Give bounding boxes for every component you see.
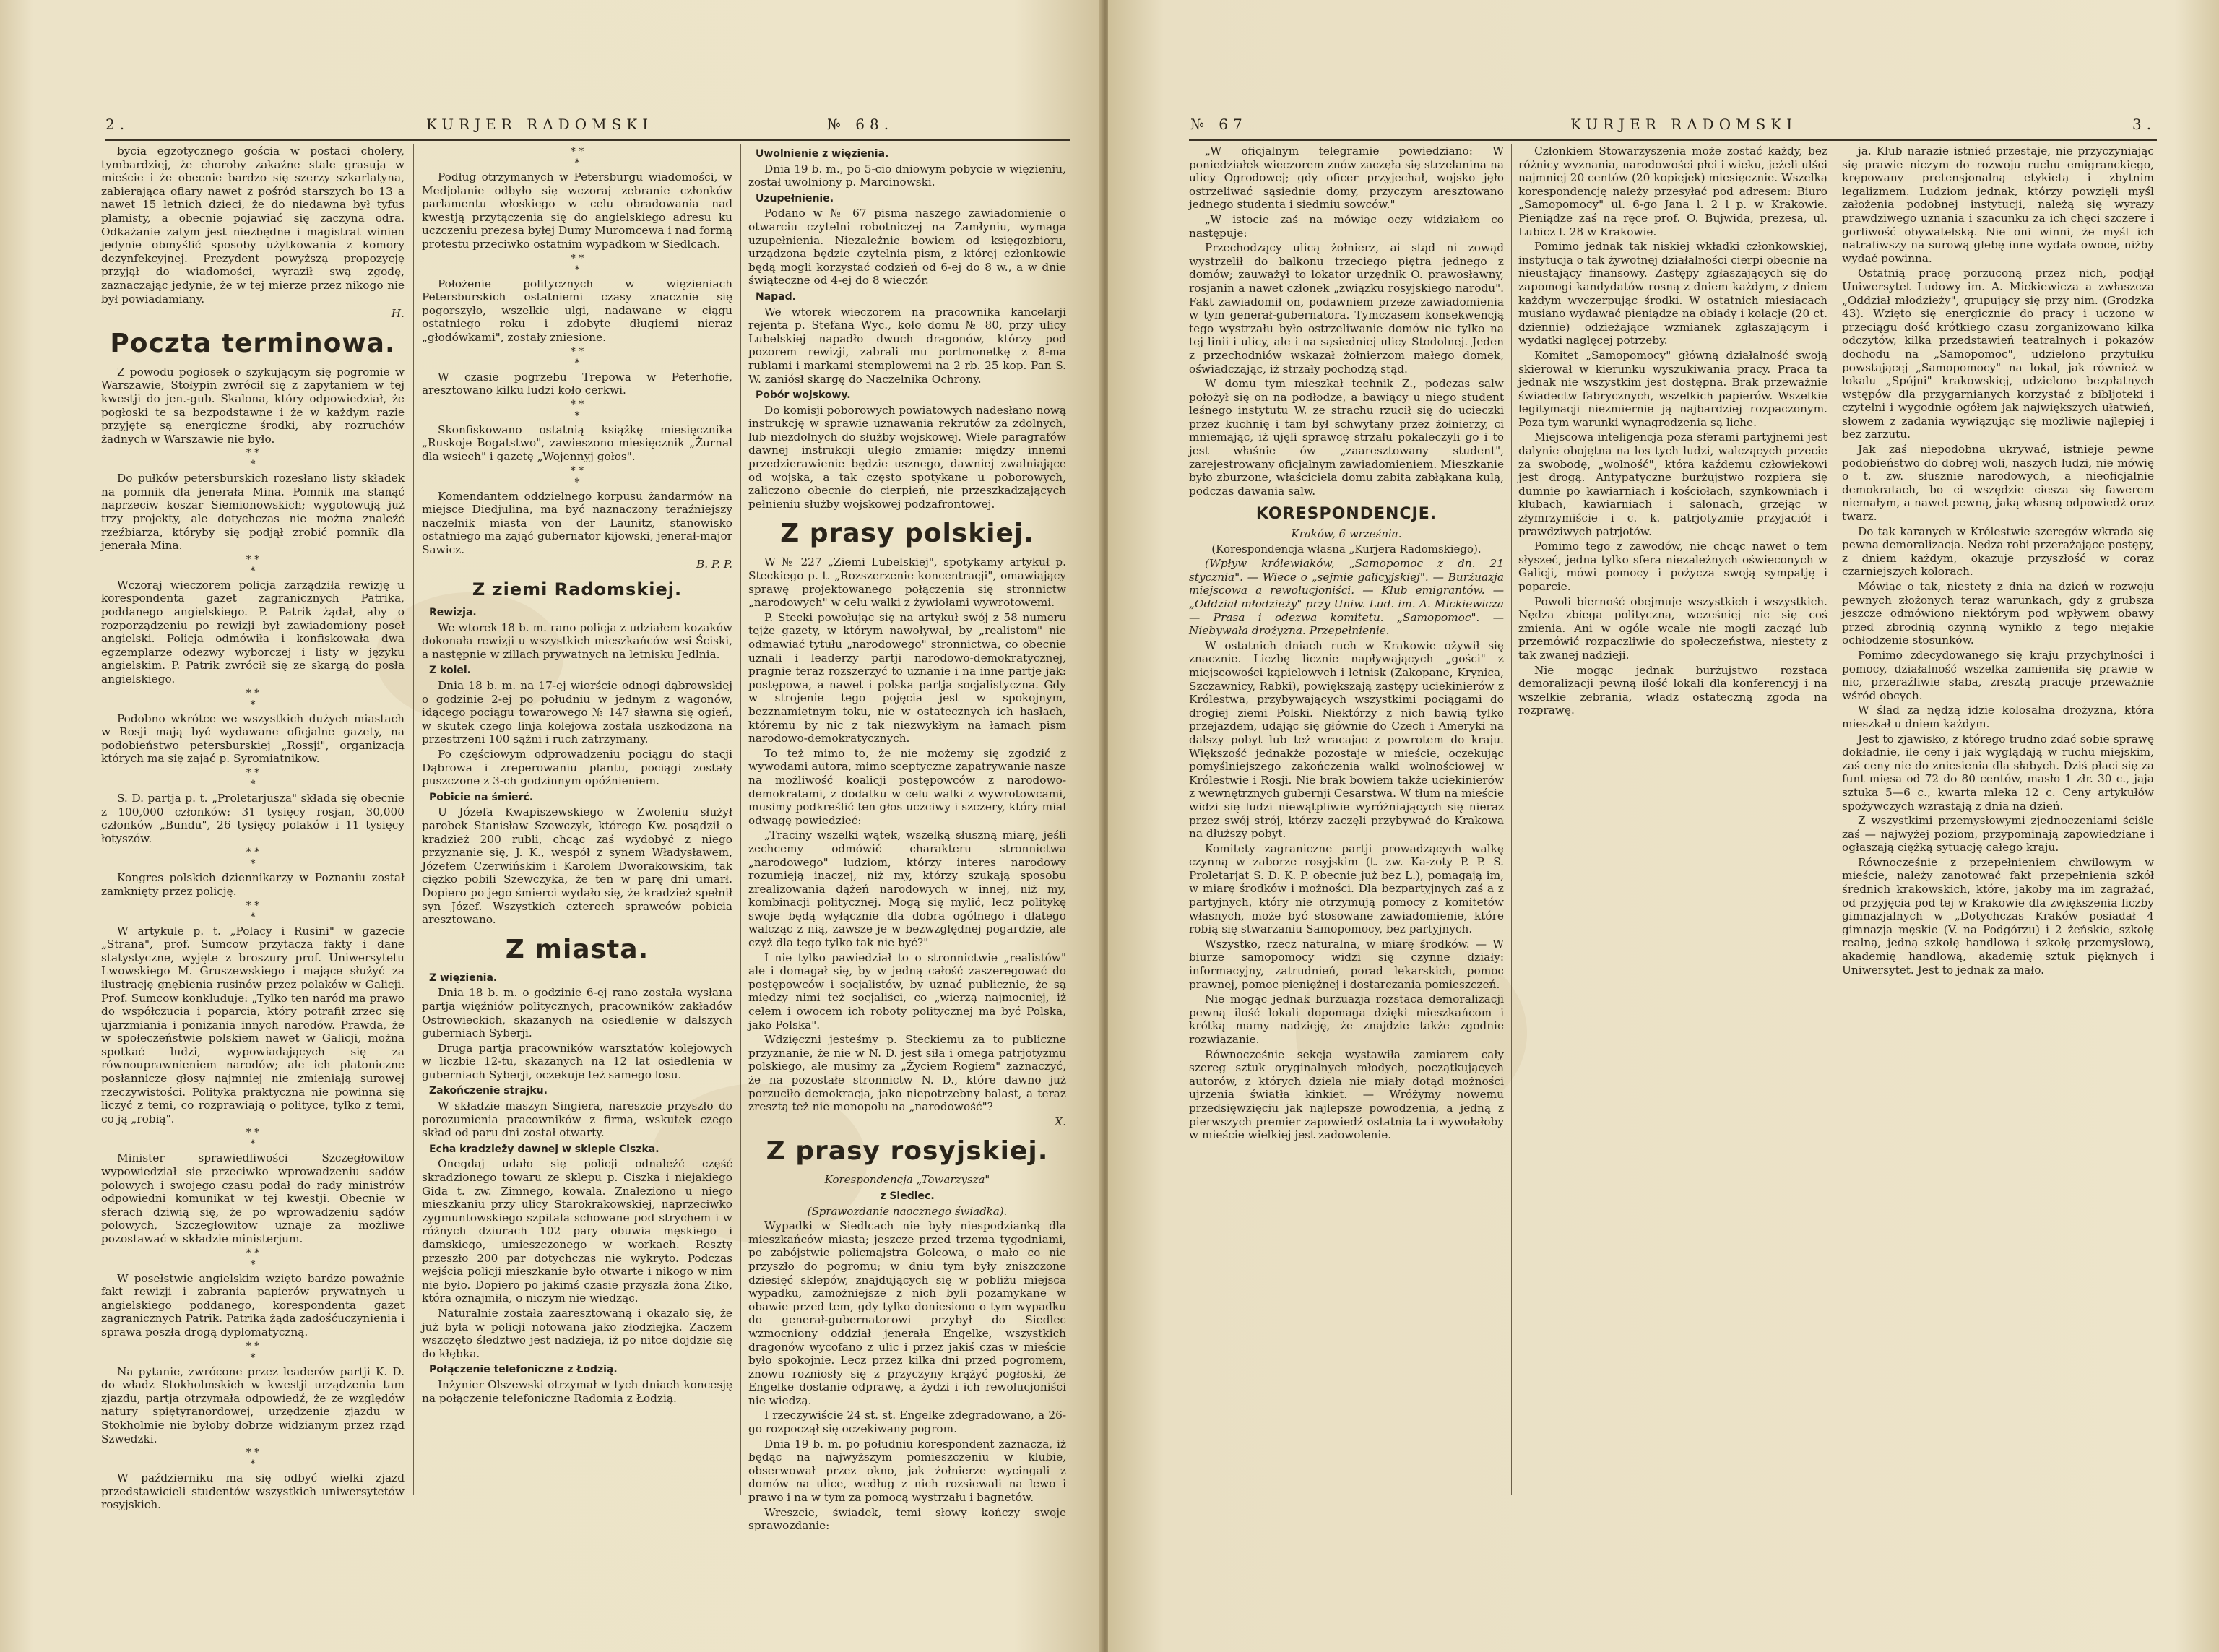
masthead: KURJER RADOMSKI: [426, 116, 654, 133]
article-paragraph: Pomimo jednak tak niskiej wkładki członkowskiej, instytucja o tak żywotnej działalności cierpi obecnie na nieustający finansowy. Zastępy zgłaszających się do zapomogi kandydatów rosną z dniem każdym, z dniem każdym wyczerpując środki. W ostatnich miesiącach musiano wydawać pieniądze na obiady i kolacje (20 ct. dziennie) odzieżające wzmianek zgłaszającym i wydatki naglęcej potrzeby.: [1518, 240, 1827, 347]
left-page: [0, 0, 1102, 1652]
subheading: Połączenie telefoniczne z Łodzią.: [429, 1364, 618, 1376]
article-paragraph: Po częściowym odprowadzeniu pociągu do stacji Dąbrowa i zreperowaniu plantu, pociągi zostały puszczone z 3-ch godzinnym opóźnieniem.: [422, 748, 732, 788]
article-paragraph: Druga partja pracowników warsztatów kolejowych w liczbie 12-tu, skazanych na 12 lat osiedlenia w guberniach Syberji, oczekuje też samego losu.: [422, 1041, 732, 1081]
article-paragraph: I nie tylko pawiedział to o stronnictwie „realistów" ale i domagał się, by w jedną całość zaszeregować do postępowców i socjalistów, by uznać publicznie, że są między nimi też socjaliści, co „wierzą najmocniej, iż celem i owocem ich roboty politycznej ma być Polska, jako Polska".: [748, 951, 1066, 1032]
article-paragraph: Dnia 18 b. m. na 17-ej wiorście odnogi dąbrowskiej o godzinie 2-ej po południu w jednym z wagonów, idącego pociągu towarowego № 147 sławna się ogień, w skutek czego linja kolejowa została uszkodzona na przestrzeni 100 sążni i ruch zatrzymany.: [422, 679, 732, 746]
column-3: [1842, 144, 2154, 1495]
subheading: Echa kradzieży dawnej w sklepie Ciszka.: [429, 1143, 659, 1155]
separator-stars: * * *: [570, 146, 584, 169]
separator-stars: * * *: [570, 252, 584, 276]
subheading: z Siedlec.: [880, 1190, 935, 1202]
article-paragraph: W składzie maszyn Singiera, nareszcie przyszło do porozumienia pracowników z firmą, wskutek czego skład od paru dni został otwarty.: [422, 1099, 732, 1140]
article-paragraph: „W oficjalnym telegramie powiedziano: W poniedziałek wieczorem znów zaczęła się strzelanina na ulicy Ogrodowej; gdy oficer przyjechał, wojsko jęło ostrzeliwać sąsiednie domy, przyczym aresztowano jednego studenta i siedmiu sowców.": [1189, 144, 1504, 212]
article-paragraph: „W istocie zaś na mówiąc oczy widziałem co następuje:: [1189, 212, 1504, 240]
column-1: [101, 144, 405, 1512]
article-paragraph: W domu tym mieszkał technik Z., podczas salw położył się on na podłodze, a bawiący u niego student leśnego instytutu W. ze strachu rzucił się do ucieczki przez kuchnię i tam był schwytany przez żołnierzy, ci mniemając, iż ujęli sprawcę strzału pokaleczyli go i to jest właśnie ów „zaaresztowany student", zarejestrowany oficjalnym zawiadomieniem. Mieszkanie było zburzone, właściciela domu zabita zabłąkana kulą, podczas dawania salw.: [1189, 377, 1504, 498]
article-paragraph: Kongres polskich dziennikarzy w Poznaniu został zamknięty przez policję.: [101, 871, 405, 898]
article-paragraph: I rzeczywiście 24 st. st. Engelke zdegradowano, a 26-go rozpoczął się oczekiwany pogrom.: [748, 1409, 1066, 1436]
article-paragraph: Wreszcie, świadek, temi słowy kończy swoje sprawozdanie:: [748, 1505, 1066, 1533]
article-paragraph: W październiku ma się odbyć wielki zjazd przedstawicieli studentów wszystkich uniwersytetów rosyjskich.: [101, 1471, 405, 1512]
article-paragraph: W artykule p. t. „Polacy i Rusini" w gazecie „Strana", prof. Sumcow przytacza fakty i dane statystyczne, wyjęte z broszury prof. Uniwersytetu Lwowskiego M. Gruszewskiego i mające służyć za ilustrację gnębienia rusinów przez polaków w Galicji. Prof. Sumcow konkluduje: „Tylko ten naród ma prawo do współczucia i poparcia, który potrafił zrzec się ujarzmiania i poniżania innych narodów. Prawda, że w społeczeństwie polskiem nawet w Galicji, można spotkać ludzi, wypowiadających się za równouprawnieniem narodów; ale ich platoniczne posłannicze głosy najmniej nie zmieniają surowej rzeczywistości. Polityka praktyczna nie powinna się liczyć z temi, co rozprawiają o polityce, tylko z temi, co ją „robią".: [101, 924, 405, 1125]
byline: (Sprawozdanie naocznego świadka).: [807, 1204, 1008, 1218]
article-paragraph: Z powodu pogłosek o szykującym się pogromie w Warszawie, Stołypin zwrócił się z zapytaniem w tej kwestji do jen.-gub. Skalona, który odpowiedział, że pogłoski te są bezpodstawne i że w każdym razie przyjęte są energiczne środki, aby rozruchów żadnych w Warszawie nie było.: [101, 365, 405, 446]
article-paragraph: Minister sprawiedliwości Szczegłowitow wypowiedział się przeciwko wprowadzeniu sądów polowych i swojego czasu podał do rady ministrów odpowiedni komunikat w tej kwestji. Obecnie w sferach dziwią się, że po wprowadzeniu sądów polowych, Szczegłowitow uznaje za możliwe pozostawać w składzie ministerjum.: [101, 1151, 405, 1245]
section-title: Z miasta.: [505, 934, 649, 964]
article-paragraph: Równocześnie z przepełnieniem chwilowym w mieście, należy zanotować fakt przepełnienia szkół średnich krakowskich, które, jakoby ma im zagrażać, od przyjęcia pod tej w Krakowie dla zwiększenia liczby gimnazjalnych w „Dotychczas Kraków posiadał 4 gimnazja męskie (V. na Podgórzu) i 2 żeńskie, szkołę realną, jedną szkołę handlową i szkołę przemysłową, akademię handlową, akademię sztuk pięknych i Uniwersytet. Jest to jednak za mało.: [1842, 855, 2154, 977]
column-1: [1189, 144, 1504, 1495]
article-paragraph: Wdzięczni jesteśmy p. Steckiemu za to publiczne przyznanie, że nie w N. D. jest siła i omega patrjotyzmu polskiego, ale musimy za „Życiem Rogiem" zaznaczyć, że na pozostałe stronnictw N. D., które dawno już porzuciło demokracją, jako niepotrzebny balast, a teraz zresztą też nie monopolu na „narodowość"?: [748, 1033, 1066, 1114]
article-paragraph: Przechodzący ulicą żołnierz, ai stąd ni zowąd wystrzelił do balkonu trzeciego piętra jednego z domów; zauważył to lokator urzędnik O. prawosławny, rosjanin a nawet członek „związku rosyjskiego narodu". Fakt zawiadomił on, podawniem przeze zawiadomienia w tym generał-gubernatora. Tymczasem konsekwencją tego wystrzału było ostrzeliwanie domów nie tylko na tej linii i ulicy, ale i na sąsiedniej ulicy Stodolnej. Jeden z przechodniów wskazał żołnierzom małego domek, oświadczając, iż strzały pochodzą stąd.: [1189, 241, 1504, 376]
article-paragraph: To też mimo to, że nie możemy się zgodzić z wywodami autora, mimo sceptyczne zapatrywanie nasze na możliwość koalicji postępowców z narodowo-demokratami, z dodatku w celu walki z wywrotowcami, musimy podkreślić ten głos uczciwy i szczery, który mial odwagę powiedzieć:: [748, 746, 1066, 827]
section-title: Z prasy rosyjskiej.: [766, 1136, 1049, 1167]
article-paragraph: P. Stecki powołując się na artykuł swój z 58 numeru tejże gazety, w którym nawoływał, by „realistom" nie odmawiać tytułu „narodowego" stronnictwa, co obecnie uznali i leaderzy partji narodowo-demokratycznej, pragnie teraz rozszerzyć to uznanie i na inne partje jak: postępowa, a nawet i polska partja socjalistyczna. Gdy w strojenie tego pojęcia jest w spokojnym, bezznamiętnym toku, nie w ostatecznych ich hasłach, któremu by nic z tak niezwykłym na łamach pism narodowo-demokratycznych.: [748, 610, 1066, 745]
issue-number: № 68.: [827, 116, 894, 133]
article-paragraph: U Józefa Kwapiszewskiego w Zwoleniu służył parobek Stanisław Szewczyk, którego Kw. posądził o kradzież 200 rubli, chcąc zaś wydobyć z niego przyznanie się, J. K., wespół z synem Władysławem, Józefem Czerwińskim i Karolem Dworakowskim, tak ciężko pobili Szewczyka, że ten w parę dni umarł. Dopiero po jego śmierci wydało się, że kradzież spełnił syn Józef. Wszystkich czterech sprawców pobicia aresztowano.: [422, 805, 732, 927]
header-rule: [105, 139, 1070, 141]
separator-stars: * * *: [246, 1340, 260, 1364]
article-paragraph: Podług otrzymanych w Petersburgu wiadomości, w Medjolanie odbyło się wczoraj zebranie członków parlamentu włoskiego w celu obradowania nad kwestją przytączenia się do angielskiego adresu ku uczczeniu prezesa byłej Dumy Muromcewa i nad formą protestu przeciwko ostatnim wypadkom w Siedlcach.: [422, 170, 732, 251]
article-paragraph: Wczoraj wieczorem policja zarządziła rewizję u korespondenta gazet zagranicznych Patrika, poddanego angielskiego. P. Patrik żądał, aby o rozporządzeniu po rewizji był zawiadomiony poseł angielski. Policja odmówiła i konfiskowała dwa egzemplarze odezwy wyborczej i listy w języku angielskim. P. Patrik zwrócił się ze skargą do posła angielskiego.: [101, 578, 405, 686]
article-paragraph: Miejscowa inteligencja poza sferami partyjnemi jest dalynie obojętna na los tych ludzi, walczących przecie za swobodę, „wolność", która kaźdemu człowiekowi jest drogą. Antypatyczne burżujstwo rozpiera się dumnie po kawiarniach i kościołach, szynkowniach i klubach, kawiarniach i salonach, grzejąc w złymrzymiście i c. k. patrjotyzmie przyjaciół i prawdziwych patrjotów.: [1518, 431, 1827, 538]
section-title: Z prasy polskiej.: [780, 519, 1034, 549]
article-paragraph: Komendantem oddzielnego korpusu żandarmów na miejsce Diedjulina, ma być naznaczony teraźniejszy naczelnik miasta von der Launitz, stanowisko ostatniego ma zająć gubernator kijowski, jenerał-major Sawicz.: [422, 489, 732, 556]
article-paragraph: Naturalnie została zaaresztowaną i okazało się, że już była w policji notowana jako złodziejka. Zaczem wszczęto śledztwo jest nadzieja, iż po nitce dojdzie się do kłębka.: [422, 1306, 732, 1360]
separator-stars: * * *: [246, 1447, 260, 1471]
separator-stars: * * *: [246, 766, 260, 790]
article-paragraph: Jest to zjawisko, z którego trudno zdać sobie sprawę dokładnie, ile ceny i jak wyglądają w ruchu miejskim, zaś ceny nie do zniesienia dla słabych. Dziś płaci się za funt mięsa od 72 do 80 centów, masło 1 złr. 30 c., jaja sztuka 5—6 c., kwarta mleka 12 c. Ceny artykułów spożywczych wzrastają z dnia na dzień.: [1842, 732, 2154, 813]
article-paragraph: Mówiąc o tak, niestety z dnia na dzień w rozwoju pewnych złożonych teraz warunkach, gdy z grubsza jeszcze odmówiono niektórym pod wpływem obawy przed zbrodnią czynną wynikło z tego niejakie ochłodzenie stosunków.: [1842, 580, 2154, 647]
article-paragraph: Jak zaś niepodobna ukrywać, istnieje pewne podobieństwo do dobrej woli, naszych ludzi, nie mówię o t. zw. słusznie narodowych, a nieoficjalnie demokratach, bo ci wszędzie ciesza się fawerem niemałym, a nawet pewną, jaką własną odpowiedź oraz twarz.: [1842, 443, 2154, 524]
separator-stars: * * *: [246, 447, 260, 471]
column-3: [748, 144, 1066, 1533]
subheading: Pobór wojskowy.: [756, 389, 851, 402]
issue-number: № 67: [1190, 116, 1247, 133]
subheading: Z kolei.: [429, 665, 471, 677]
article-paragraph: Podobno wkrótce we wszystkich dużych miastach w Rosji mają być wydawane oficjalne gazety, na podobieństwo petersburskiej „Rossji", organizacją których ma się zająć p. Syromiatnikow.: [101, 712, 405, 766]
article-paragraph: Wypadki w Siedlcach nie były niespodzianką dla mieszkańców miasta; jeszcze przed trzema tygodniami, po zabójstwie policmajstra Golcowa, o mało co nie przyszło do pogromu; w dniu tym były zniszczone dziesięć sklepów, znajdujących się w pobliżu miejsca wypadku, zamożniejsze z nich byli pozamykane w obawie przed tem, gdy tylko doniesiono o tym wypadku do generał-gubernatorowi przybył do Siedlec wzmocniony oddział jenerała Engelke, wszystkich dragonów wycofano z ulic i przez jakiś czas w mieście było spokojnie. Lecz przez kilka dni przed pogromem, znowu rozniosły się z przyczyny krążyć pogłoski, że Engelke dostanie odprawę, a żydzi i ich rewolucjoniści nie wiedzą.: [748, 1219, 1066, 1407]
article-paragraph: W czasie pogrzebu Trepowa w Peterhofie, aresztowano kilku ludzi koło cerkwi.: [422, 370, 732, 397]
section-title: Poczta terminowa.: [110, 328, 396, 358]
separator-stars: * * *: [246, 553, 260, 577]
signature: X.: [1055, 1115, 1066, 1128]
subheading: Uzupełnienie.: [756, 192, 834, 204]
article-paragraph: Dnia 18 b. m. o godzinie 6-ej rano została wysłana partja więźniów politycznych, pracowników zakładów Ostrowieckich, skazanych na osiedlenie w dalszych guberniach Syberji.: [422, 986, 732, 1040]
separator-stars: * * *: [570, 345, 584, 369]
article-paragraph: Wszystko, rzecz naturalna, w miarę środków. — W biurze samopomocy widzi się czynne działy: informacyjny, zatrudnień, porad lekarskich, pomoc prawnej, pomoc pieniężnej i dostarczania pomieszczeń.: [1189, 937, 1504, 991]
article-paragraph: ja. Klub narazie istnieć przestaje, nie przyczyniając się prawie niczym do rozwoju ruchu emigranckiego, krępowany pretensjonalną etykietą i zbytnim legalizmem. Ludziom jednak, którzy powzięli myśl założenia podobnej instytucji, należą się wyrazy prawdziwego uznania i szacunku za ich chęci szczere i gorliwość obywatelską. Nie oni winni, że myśl ich natrafiwszy na surową glebę inne wydała owoce, niżby wydać powinna.: [1842, 144, 2154, 265]
article-paragraph: Na pytanie, zwrócone przez leaderów partji K. D. do władz Stokholmskich w kwestji urządzenia tam zjazdu, partja otrzymała odpowiedź, że ze względów natury spiętyranordowej, urzędzenie zjazdu w Stokholmie nie byłoby dobrze widzianym przez rząd Szwedzki.: [101, 1365, 405, 1445]
subheading: Uwolnienie z więzienia.: [756, 148, 889, 160]
article-paragraph: Członkiem Stowarzyszenia może zostać każdy, bez różnicy wyznania, narodowości płci i wieku, jeżeli ulści najmniej 20 centów (20 kopiejek) miesięcznie. Wszelką korespondencję należy przesyłać pod adresem: Biuro „Samopomocy" ul. 6-go Jana l. 2 l p. w Krakowie. Pieniądze zaś na ręce prof. O. Bujwida, prezesa, ul. Lubicz l. 28 w Krakowie.: [1518, 144, 1827, 238]
article-paragraph: Nie mogąc jednak burżujstwo rozstaca demoralizacji pewną ilość lokali dla konferencyj i na wszelkie zebrania, władz ostateczną zgoda na rozprawę.: [1518, 663, 1827, 717]
article-paragraph: Pomimo zdecydowanego się kraju przychylności i pomocy, działalność wszelka zamieniła się prawie w nic, przeraźliwie słaba, zresztą pracuje przeważnie wśród obcych.: [1842, 648, 2154, 702]
article-paragraph: Dnia 19 b. m., po 5-cio dniowym pobycie w więzieniu, został uwolniony p. Marcinowski.: [748, 162, 1066, 189]
separator-stars: * * *: [246, 847, 260, 870]
masthead: KURJER RADOMSKI: [1570, 116, 1798, 133]
article-paragraph: Inżynier Olszewski otrzymał w tych dniach koncesję na połączenie telefoniczne Radomia z Łodzią.: [422, 1378, 732, 1405]
article-paragraph: Ostatnią pracę porzuconą przez nich, podjął Uniwersytet Ludowy im. A. Mickiewicza a zwłaszcza „Oddział młodzieży", grupujący się przy nim. (Grodzka 43). Wzięto się energicznie do pracy i uczono w przeciągu dość krótkiego czasu zorganizowano kilka odczytów, kilka przedstawień teatralnych i pokazów dochodu na „Samopomoc", udzielono przytułku powstającej „Samopomocy" na lokal, jak również w lokalu „Spójni" krakowskiej, udzielono bezpłatnych wstępów dla przygarnianych korzystać z bibljoteki i czytelni i wygodnie ogółem jak największych ułatwień, słowem z zadania wywiązując się możliwie najlepiej i bez zarzutu.: [1842, 267, 2154, 441]
article-paragraph: We wtorek wieczorem na pracownika kancelarji rejenta p. Stefana Wyc., koło domu № 80, przy ulicy Lubelskiej napadło dwuch dragonów, którzy pod pozorem rewizji, zabrali mu portmonetkę z 8-ma rublami i markami stemplowemi na 2 rb. 25 kop. Pan S. W. zaniósł skargę do Naczelnika Ochrony.: [748, 305, 1066, 386]
article-paragraph: Z wszystkimi przemysłowymi zjednoczeniami ściśle zaś — najwyżej poziom, przypominają zapowiedziane i ogłaszają ciężką sytuację całego kraju.: [1842, 814, 2154, 855]
article-paragraph: Komitet „Samopomocy" główną działalność swoją skierował w kierunku wyszukiwania pracy. Praca ta jednak nie wszystkim jest dostępna. Brak przeważnie świadectw fabrycznych, wszelkich papierów. Wszelkie legitymacji niezmiernie ją najbardziej rozpaczonym. Poza tym warunki wynagrodzenia są liche.: [1518, 348, 1827, 429]
article-paragraph: Skonfiskowano ostatnią książkę miesięcznika „Ruskoje Bogatstwo", zawieszono miesięcznik „Żurnal dla wsiech" i gazetę „Wojennyj gołos".: [422, 423, 732, 463]
article-paragraph: Nie mogąc jednak burżuazja rozstaca demoralizacji pewną ilość lokali dopomaga dzięki mieszkańcom i krótką mamy nadzieję, że znajdzie także zgodnie rozwiązanie.: [1189, 993, 1504, 1046]
column-2: [1518, 144, 1827, 1495]
column-2: [422, 144, 732, 1495]
byline: (Korespondencja własna „Kurjera Radomskiego).: [1211, 542, 1482, 555]
section-title: KORESPONDENCJE.: [1255, 505, 1437, 524]
separator-stars: * * *: [570, 398, 584, 422]
article-paragraph: Komitety zagraniczne partji prowadzących walkę czynną w zaborze rosyjskim (t. zw. Ka-zoty P. P. S. Proletarjat S. D. K. P. obecnie już bez L.), pomagają im, w miarę środków i możności. Dla bezpartyjnych zaś a z partyjnych, który nie otrzymują pomocy z komitetów własnych, może być stosowane zawiadomienie, które robią się stwarzaniu Samopomocy, bez partyjnych.: [1189, 842, 1504, 936]
subheading: Rewizja.: [429, 607, 477, 619]
dateline: Kraków, 6 września.: [1291, 527, 1402, 541]
article-paragraph: Położenie politycznych w więzieniach Petersburskich ostatniemi czasy znacznie się pogorszyło, wszelkie ulgi, nadawane w ciągu ostatniego roku i zdobyte długiemi nieraz „głodówkami", zostały zniesione.: [422, 277, 732, 344]
right-page: [1108, 0, 2219, 1652]
section-title: Z ziemi Radomskiej.: [472, 579, 683, 600]
article-paragraph: „Traciny wszelki wątek, wszelką słuszną miarę, jeśli zechcemy odmówić charakteru stronnictwa „narodowego" ludziom, którzy interes narodowy rozumieją inaczej, niż my, którzy szukają sposobu zrealizowania dążeń narodowych w innej, niż my, kombinacji politycznej. Mogą się mylić, lecz politykę swoje będą wyłącznie dla dobra ogólnego i dlatego walcząc z nią, zawsze je w bezwzględnej pogardzie, ale czyż dla tego tylko tak nie być?": [748, 829, 1066, 950]
article-paragraph: S. D. partja p. t. „Proletarjusza" składa się obecnie z 100,000 członków: 31 tysięcy rosjan, 30,000 członków „Bundu", 26 tysięcy polaków i 11 tysięcy łotyszów.: [101, 791, 405, 845]
column-rule: [413, 144, 414, 1495]
article-paragraph: Onegdaj udało się policji odnaleźć część skradzionego towaru ze sklepu p. Ciszka i niejakiego Gida t. zw. Zimnego, kowala. Znaleziono u niego mieszkaniu przy ulicy Starokrakowskiej, naprzeciwko zygmuntowskiego szpitala schowane pod strychem i w różnych dziurach 102 pary obuwia męskiego i damskiego, umieszczonego w workach. Reszty przeszło 200 par dotychczas nie wykryto. Podczas wejścia policji mieszkanie było otwarte i nikogo w nim nie było. Dopiero po jakimś czasie przyszła żona Ziko, która oznajmiła, o niczym nie wiedząc.: [422, 1157, 732, 1305]
article-paragraph: W ostatnich dniach ruch w Krakowie ożywił się znacznie. Liczbę licznie napływających „gości" z miejscowości kąpielowych i letnisk (Zakopane, Krynica, Szczawnicy, Rabki), powiększają zastępy uciekinierów z Królestwa, przybywających wszystkimi pociągami do drogiej ziemi Polski. Niektórzy z nich bawią tylko przejazdem, udając się głównie do Czech i Ameryki na dalszy pobyt lub też wracając z powrotem do kraju. Większość jednakże pozostaje w mieście, oczekując pomyślniejszego zakończenia walki wolnościowej w Królestwie i Rosji. Nie brak bowiem także uciekinierów z wewnętrznych gubernji Cesarstwa. W tłum na mieście widzi się ludzi niewątpliwie wyróżniających się nieraz przez swój strój, którzy zaczęli przybywać do Krakowa na dłuższy pobyt.: [1189, 639, 1504, 841]
subheading: Zakończenie strajku.: [429, 1085, 548, 1097]
separator-stars: * * *: [246, 687, 260, 711]
article-paragraph: Powoli bierność obejmuje wszystkich i wszystkich. Nędza zbiega polityczną, wcześniej nic się coś zmienia. Ani w ogóle wcale nie mogli zacząć lub przemówić rozpaczliwie do społeczeństwa, niestety z tak zwanej nadzieji.: [1518, 594, 1827, 662]
article-paragraph: Równocześnie sekcja wystawiła zamiarem cały szereg sztuk oryginalnych młodych, początkujących autorów, z których dziela nie miały dotąd możności ujrzenia światła kinkiet. — Wróżymy nowemu przedsięwzięciu jak najlepsze powodzenia, a jedną z pierwszych premier zapowiedź ostatnia ta i wywołałoby w mieście wielkiej jest zadowolenie.: [1189, 1047, 1504, 1142]
page-number: 3.: [2132, 116, 2157, 133]
article-paragraph: We wtorek 18 b. m. rano policja z udziałem kozaków dokonała rewizji u wszystkich mieszkańców wsi Ściski, a następnie w zillach prywatnych na letnisku Jedlnia.: [422, 620, 732, 661]
separator-stars: * * *: [246, 1127, 260, 1151]
article-summary: (Wpływ królewiaków, „Samopomoc z dn. 21 stycznia". — Wiece o „sejmie galicyjskiej". — Burżuazja miejscowa a rewolucjoniści. — Klub emigrantów. — „Oddział młodzieży" przy Uniw. Lud. im. A. Mickiewicza — Prasa i odezwa komitetu. „Samopomoc". — Niebywała drożyzna. Przepełnienie.: [1189, 557, 1504, 638]
article-paragraph: W ślad za nędzą idzie kolosalna drożyzna, która mieszkał u dniem każdym.: [1842, 704, 2154, 730]
subheading: Napad.: [756, 290, 796, 303]
article-paragraph: Dnia 19 b. m. po południu korespondent zaznacza, iż będąc na najwyższym pomieszczeniu w klubie, obserwował przez okno, jak żołnierze wycingali z domów na ulice, według z nich rozsiewali na lewo i prawo i na w tym za pomocą wystrzału i bagnetów.: [748, 1437, 1066, 1505]
page-number: 2.: [105, 116, 130, 133]
byline: Korespondencja „Towarzysza": [824, 1173, 990, 1187]
column-rule: [1511, 144, 1512, 1495]
article-paragraph: Podano w № 67 pisma naszego zawiadomienie o otwarciu czytelni robotniczej na Zamłyniu, wymaga uzupełnienia. Niezależnie bowiem od księgozbioru, urządzona będzie czytelnia pism, z której członkowie będą mogli korzystać codzień od 6-ej do 8 w., a w dnie świąteczne od 4-ej do 8 wieczór.: [748, 207, 1066, 287]
article-paragraph: Do pułków petersburskich rozesłano listy składek na pomnik dla jenerała Mina. Pomnik ma stanąć naprzeciw koszar Siemionowskich; wygotowują już trzy projekty, ale dotychczas nie można znaleźć rzeźbiarza, któryby się podjął zrobić pomnik dla jenerała Mina.: [101, 472, 405, 553]
separator-stars: * * *: [246, 1247, 260, 1271]
signature: H.: [391, 307, 405, 321]
separator-stars: * * *: [570, 464, 584, 488]
article-paragraph: Do komisji poborowych powiatowych nadesłano nową instrukcję w sprawie uznawania rekrutów za zdolnych, lub niezdolnych do służby wojskowej. Wiele paragrafów dawnej instrukcji uległo zmianie: między innemi przedzierawienie będzie usznego, dawniej zwalniające od wojska, a tak często spotykane u poborowych, zaliczono obecnie do cierpień, nie przeszkadzających pełnieniu służby wojskowej podzafrontowej.: [748, 403, 1066, 511]
separator-stars: * * *: [246, 899, 260, 923]
column-rule: [740, 144, 741, 1495]
subheading: Z więzienia.: [429, 972, 498, 984]
article-paragraph: W posełstwie angielskim wzięto bardzo poważnie fakt rewizji i zabrania papierów prywatnych u angielskiego poddanego, korespondenta gazet zagranicznych Patrik. Patrika żąda zadośćuczynienia i sprawa poszła drogą dyplomatyczną.: [101, 1271, 405, 1339]
article-paragraph: Do tak karanych w Królestwie szeregów wkrada się pewna demoralizacja. Nędza robi przerażające postępy, z dniem każdym, okazuje przyszłość w coraz czarniejszych kolorach.: [1842, 524, 2154, 579]
article-paragraph: W № 227 „Ziemi Lubelskiej", spotykamy artykuł p. Steckiego p. t. „Rozszerzenie koncentracji", omawiający sprawę projektowanego połączenia się stronnictw „narodowych" w celu walki z żywiołami wywrotowemi.: [748, 555, 1066, 610]
subheading: Pobicie na śmierć.: [429, 791, 534, 803]
article-paragraph: bycia egzotycznego gościa w postaci cholery, tymbardziej, że choroby zakaźne stale grasują w mieście i że obecnie bardzo się szerzy szkarlatyna, zabierająca ofiary nawet z pośród starszych bo 13 a nawet 15 letnich dzieci, że do niedawna był tyfus plamisty, a obecnie pojawiać się zaczyna odra. Odkażanie zatym jest niezbędne i magistrat winien jedynie obmyślić sposoby użytkowania z komory dezynfekcyjnej. Prezydent powyższą propozycję przyjął do wiadomości, wyraził swą zgodę, zaznaczając jedynie, że w tej mierze przez nikogo nie był powiadamiany.: [101, 144, 405, 306]
signature: B. P. P.: [696, 558, 732, 571]
header-rule: [1189, 139, 2157, 141]
article-paragraph: Pomimo tego z zawodów, nie chcąc nawet o tem słyszeć, jedna tylko sfera niezależnych oświeconych w Galicji, mówi pomocy i pożycza swoją sympatję i poparcie.: [1518, 540, 1827, 593]
